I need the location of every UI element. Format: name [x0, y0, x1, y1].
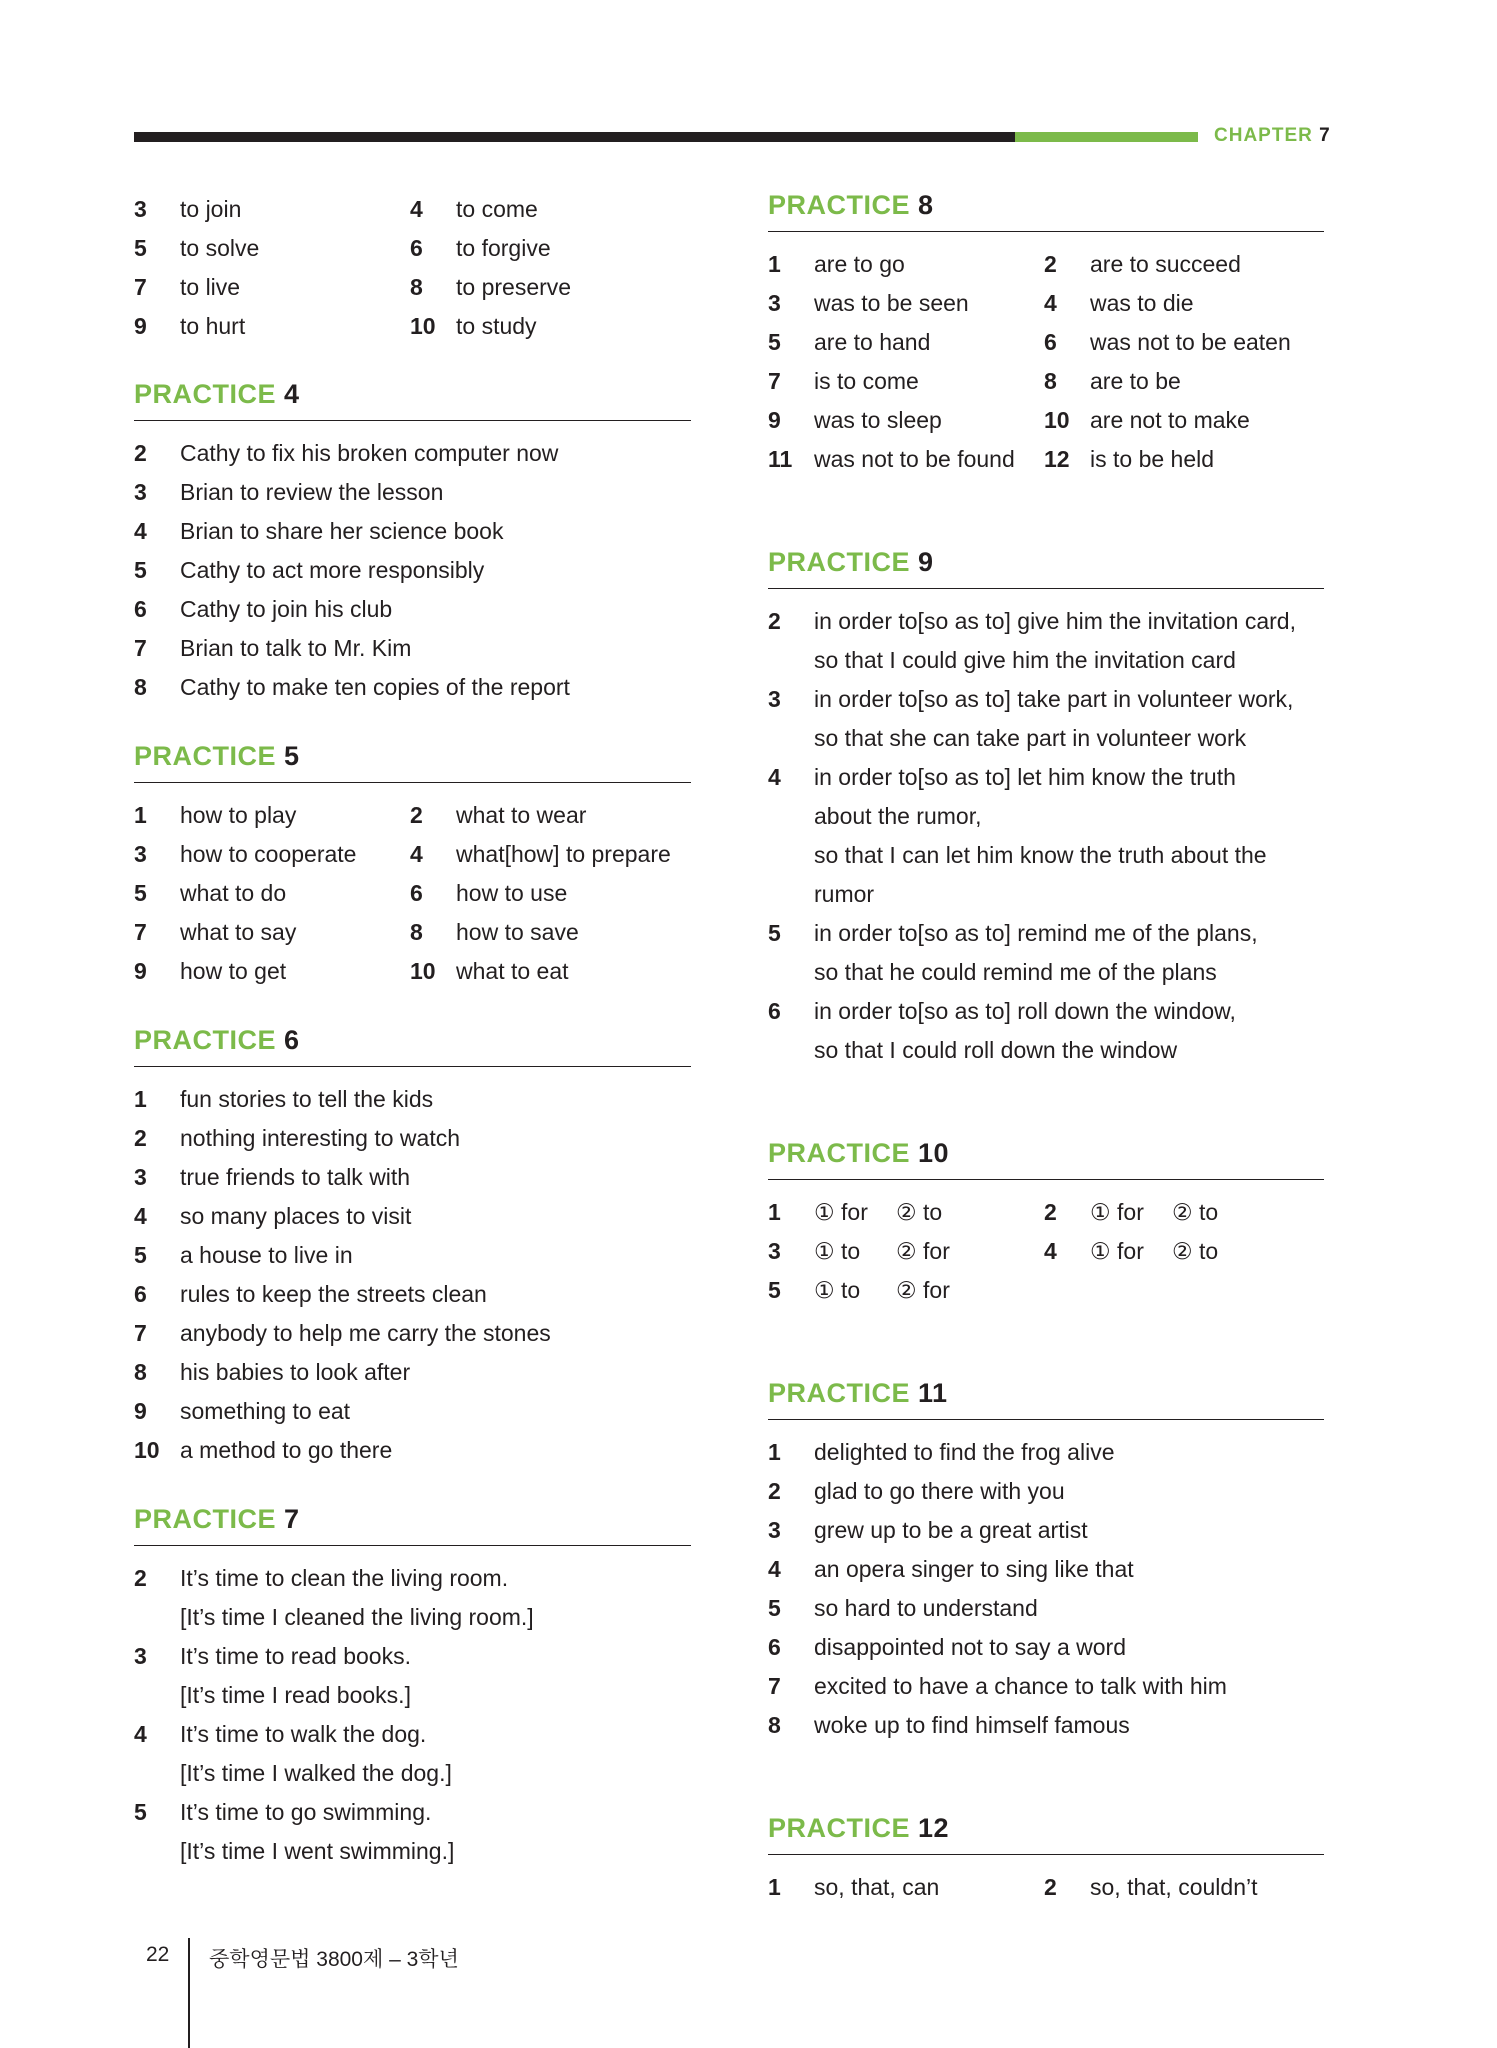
- answer-item: 5 so hard to understand: [768, 1595, 1038, 1621]
- answer-item: 3 Brian to review the lesson: [134, 479, 444, 505]
- answer-item: 10 a method to go there: [134, 1437, 393, 1463]
- answer-item: 3 was to be seen: [768, 290, 969, 316]
- answer-item: 7 excited to have a chance to talk with him: [768, 1673, 1227, 1699]
- chapter-label: CHAPTER 7: [1214, 125, 1331, 146]
- answer-item: 2 nothing interesting to watch: [134, 1125, 461, 1151]
- answer-item: 5 are to hand: [768, 329, 931, 355]
- answer-item: 1 how to play: [134, 802, 297, 828]
- right-column: [768, 190, 1324, 1907]
- answer-item: 5 It’s time to go swimming. [It’s time I went swimming.]: [134, 1799, 455, 1864]
- page-number: 22: [146, 1943, 170, 1966]
- practice-9-section: [768, 547, 1324, 1070]
- footer-divider: [188, 1938, 190, 2048]
- answer-item: 8 how to save: [410, 919, 579, 945]
- practice-4-section: [134, 379, 691, 707]
- practice-10-section: [768, 1138, 1324, 1310]
- answer-item: 10 to study: [410, 313, 537, 339]
- answer-item: 12 is to be held: [1044, 446, 1215, 472]
- answer-item: 5 Cathy to act more responsibly: [134, 557, 485, 583]
- answer-item: 9 how to get: [134, 958, 287, 984]
- answer-item: 3 grew up to be a great artist: [768, 1517, 1088, 1543]
- answer-item: 10 are not to make: [1044, 407, 1250, 433]
- section-heading: PRACTICE 12: [768, 1813, 1324, 1855]
- section-heading: PRACTICE 6: [134, 1025, 691, 1067]
- answer-item: 6 was not to be eaten: [1044, 329, 1291, 355]
- book-title: 중학영문법 3800제 – 3학년: [209, 1948, 459, 1971]
- answer-item: 4 what[how] to prepare: [410, 841, 671, 867]
- section-heading: PRACTICE 5: [134, 741, 691, 783]
- answer-item: 7 anybody to help me carry the stones: [134, 1320, 551, 1346]
- answer-item: 7 what to say: [134, 919, 297, 945]
- answer-item: 5 ① to ② for: [768, 1277, 950, 1303]
- left-column: [134, 190, 691, 1871]
- answer-item: 1 fun stories to tell the kids: [134, 1086, 434, 1112]
- answer-item: 3 to join: [134, 196, 242, 222]
- practice-12-section: [768, 1813, 1324, 1907]
- practice-5-section: [134, 741, 691, 991]
- answer-item: 8 woke up to find himself famous: [768, 1712, 1130, 1738]
- answer-item: 2 what to wear: [410, 802, 587, 828]
- answer-item: 3 ① to ② for: [768, 1238, 950, 1264]
- answer-item: 2 Cathy to fix his broken computer now: [134, 440, 559, 466]
- answer-item: 9 was to sleep: [768, 407, 942, 433]
- answer-item: 9 to hurt: [134, 313, 246, 339]
- answer-item: 2 It’s time to clean the living room. [It’s time I cleaned the living room.]: [134, 1565, 534, 1630]
- practice-8-section: [768, 190, 1324, 479]
- answer-item: 3 true friends to talk with: [134, 1164, 411, 1190]
- answer-item: 1 delighted to find the frog alive: [768, 1439, 1115, 1465]
- answer-item: 2 glad to go there with you: [768, 1478, 1065, 1504]
- answer-item: 1 are to go: [768, 251, 905, 277]
- answer-item: 8 to preserve: [410, 274, 572, 300]
- answer-item: 4 in order to[so as to] let him know the truth about the rumor, so that I can let him know the truth about the rumor: [768, 764, 1267, 907]
- answer-item: 1 ① for ② to: [768, 1199, 943, 1225]
- header-rule-accent: [1015, 132, 1198, 142]
- practice-7-section: [134, 1504, 691, 1871]
- answer-item: 5 to solve: [134, 235, 260, 261]
- answer-item: 2 are to succeed: [1044, 251, 1241, 277]
- practice-11-section: [768, 1378, 1324, 1745]
- answer-item: 9 something to eat: [134, 1398, 351, 1424]
- answer-item: 1 so, that, can: [768, 1874, 940, 1900]
- answer-item: 3 in order to[so as to] take part in volunteer work, so that she can take part in volunteer work: [768, 686, 1294, 751]
- section-heading: PRACTICE 9: [768, 547, 1324, 589]
- answer-item: 6 Cathy to join his club: [134, 596, 393, 622]
- answer-item: 10 what to eat: [410, 958, 569, 984]
- answer-item: 5 a house to live in: [134, 1242, 353, 1268]
- answer-item: 5 what to do: [134, 880, 287, 906]
- answer-item: 3 how to cooperate: [134, 841, 357, 867]
- answer-item: 7 Brian to talk to Mr. Kim: [134, 635, 412, 661]
- practice-6-section: [134, 1025, 691, 1470]
- answer-item: 7 to live: [134, 274, 241, 300]
- answer-list-continued: [134, 190, 691, 346]
- section-heading: PRACTICE 7: [134, 1504, 691, 1546]
- answer-item: 5 in order to[so as to] remind me of the plans, so that he could remind me of the plans: [768, 920, 1258, 985]
- section-heading: PRACTICE 11: [768, 1378, 1324, 1420]
- answer-item: 11 was not to be found: [768, 446, 1015, 472]
- answer-item: 4 Brian to share her science book: [134, 518, 504, 544]
- answer-item: 4 was to die: [1044, 290, 1194, 316]
- answer-item: 3 It’s time to read books. [It’s time I read books.]: [134, 1643, 411, 1708]
- section-heading: PRACTICE 10: [768, 1138, 1324, 1180]
- answer-item: 6 to forgive: [410, 235, 551, 261]
- answer-item: 2 in order to[so as to] give him the invitation card, so that I could give him the invitation card: [768, 608, 1296, 673]
- answer-item: 4 to come: [410, 196, 538, 222]
- answer-item: 7 is to come: [768, 368, 919, 394]
- answer-item: 8 Cathy to make ten copies of the report: [134, 674, 570, 700]
- answer-item: 6 rules to keep the streets clean: [134, 1281, 487, 1307]
- section-heading: PRACTICE 4: [134, 379, 691, 421]
- answer-item: 8 are to be: [1044, 368, 1181, 394]
- answer-item: 4 so many places to visit: [134, 1203, 412, 1229]
- header-rule-dark: [134, 132, 1015, 142]
- answer-item: 6 how to use: [410, 880, 568, 906]
- answer-item: 4 It’s time to walk the dog. [It’s time I walked the dog.]: [134, 1721, 452, 1786]
- answer-item: 6 disappointed not to say a word: [768, 1634, 1126, 1660]
- answer-item: 8 his babies to look after: [134, 1359, 411, 1385]
- section-heading: PRACTICE 8: [768, 190, 1324, 232]
- answer-item: 4 ① for ② to: [1044, 1238, 1219, 1264]
- answer-item: 6 in order to[so as to] roll down the window, so that I could roll down the window: [768, 998, 1236, 1063]
- answer-item: 2 ① for ② to: [1044, 1199, 1219, 1225]
- answer-item: 2 so, that, couldn’t: [1044, 1874, 1258, 1900]
- answer-item: 4 an opera singer to sing like that: [768, 1556, 1134, 1582]
